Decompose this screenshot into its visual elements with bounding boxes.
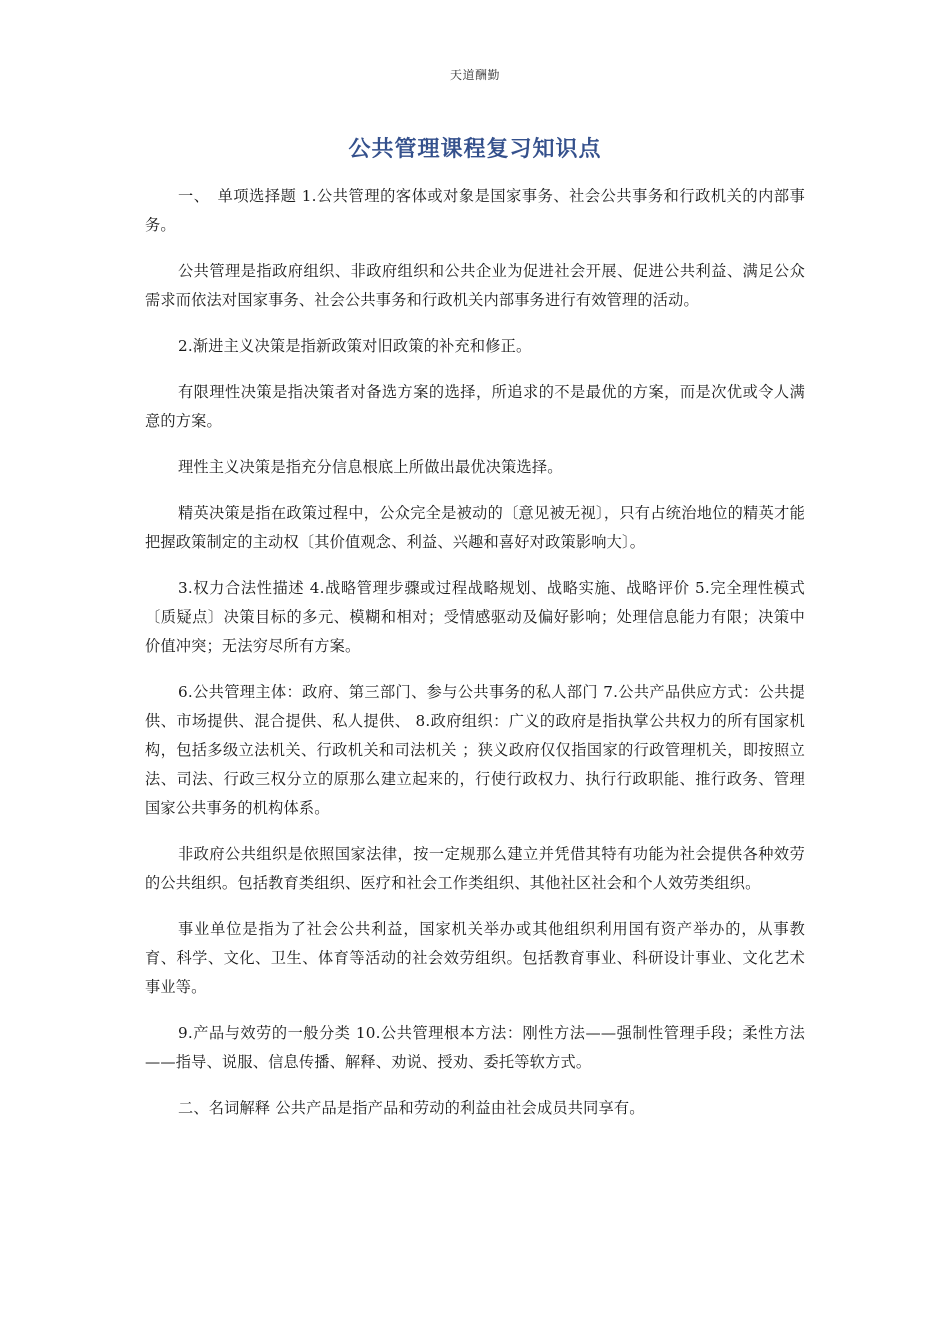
paragraph: 理性主义决策是指充分信息根底上所做出最优决策选择。: [178, 458, 563, 476]
document-title: 公共管理课程复习知识点: [348, 137, 602, 162]
document-body: [145, 182, 805, 1140]
paragraph: 9.产品与效劳的一般分类 10.公共管理根本方法：刚性方法——强制性管理手段；柔性方法——指导、说服、信息传播、解释、劝说、授劝、委托等软方式。: [145, 1024, 805, 1071]
page-header: 天道酬勤: [449, 68, 500, 82]
paragraph: 二、名词解释 公共产品是指产品和劳动的利益由社会成员共同享有。: [178, 1099, 645, 1117]
paragraph: 有限理性决策是指决策者对备选方案的选择，所追求的不是最优的方案，而是次优或令人满意的方案。: [145, 383, 805, 430]
paragraph: 6.公共管理主体：政府、第三部门、参与公共事务的私人部门 7.公共产品供应方式：公共提供、市场提供、混合提供、私人提供、 8.政府组织：广义的政府是指执掌公共权力的所有国家机构，包括多级立法机关、行政机关和司法机关 ；狭义政府仅仅指国家的行政管理机关，即按照立法、司法、行政三权分立的原那么建立起来的，行使行政权力、执行行政职能、推行政务、管理国家公共事务的机构体系。: [145, 683, 805, 817]
paragraph: 公共管理是指政府组织、非政府组织和公共企业为促进社会开展、促进公共利益、满足公众需求而依法对国家事务、社会公共事务和行政机关内部事务进行有效管理的活动。: [145, 262, 805, 309]
paragraph: 3.权力合法性描述 4.战略管理步骤或过程战略规划、战略实施、战略评价 5.完全理性模式〔质疑点〕决策目标的多元、模糊和相对；受情感驱动及偏好影响；处理信息能力有限；决策中价值冲突；无法穷尽所有方案。: [145, 579, 805, 655]
paragraph: 非政府公共组织是依照国家法律，按一定规那么建立并凭借其特有功能为社会提供各种效劳的公共组织。包括教育类组织、医疗和社会工作类组织、其他社区社会和个人效劳类组织。: [145, 845, 805, 892]
paragraph: 精英决策是指在政策过程中，公众完全是被动的〔意见被无视〕，只有占统治地位的精英才能把握政策制定的主动权〔其价值观念、利益、兴趣和喜好对政策影响大〕。: [145, 504, 805, 551]
paragraph: 一、 单项选择题 1.公共管理的客体或对象是国家事务、社会公共事务和行政机关的内部事务。: [145, 187, 805, 234]
paragraph: 2.渐进主义决策是指新政策对旧政策的补充和修正。: [178, 337, 532, 355]
paragraph: 事业单位是指为了社会公共利益，国家机关举办或其他组织利用国有资产举办的，从事教育、科学、文化、卫生、体育等活动的社会效劳组织。包括教育事业、科研设计事业、文化艺术事业等。: [145, 920, 805, 996]
